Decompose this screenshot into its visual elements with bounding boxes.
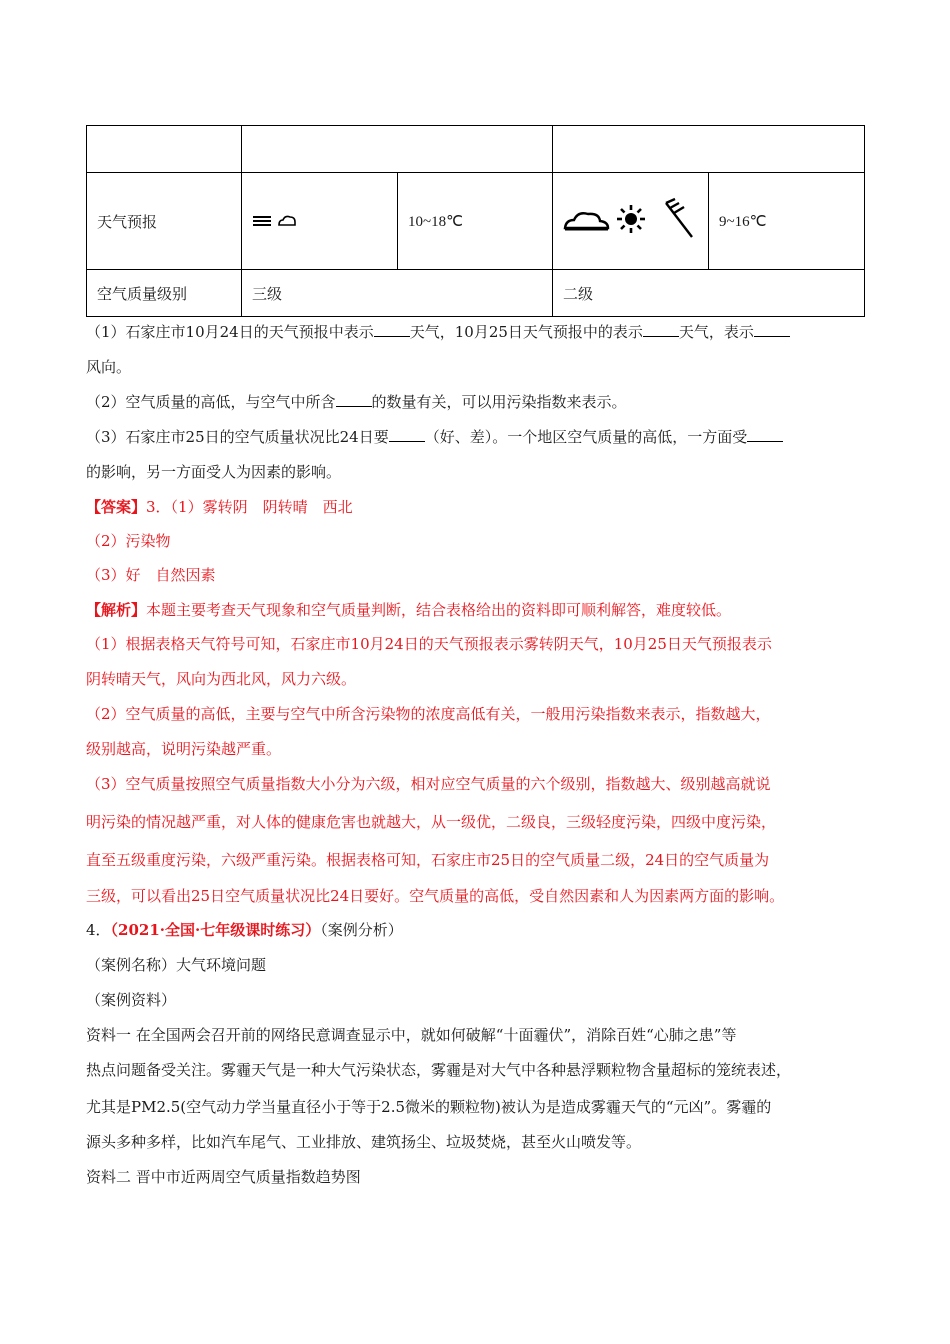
answer-blank [747, 427, 783, 442]
analysis-p3-l1: （3）空气质量按照空气质量指数大小分为六级，相对应空气质量的六个级别，指数越大、级别越高就说 [86, 775, 771, 793]
analysis-p1-l1: （1）根据表格天气符号可知，石家庄市10月24日的天气预报表示雾转阴天气，10月25日天气预报表示 [86, 635, 772, 653]
sunny-icon [616, 204, 646, 238]
material-2: 资料二 晋中市近两周空气质量指数趋势图 [86, 1168, 361, 1186]
question-source: （2021·全国·七年级课时练习） [110, 921, 321, 939]
table-header-row [87, 126, 865, 173]
air-quality-24: 三级 [242, 270, 553, 317]
cloudy-icon [563, 206, 611, 236]
analysis-p3-l3: 直至五级重度污染，六级严重污染。根据表格可知，石家庄市25日的空气质量二级，24日的空气质量为 [86, 851, 770, 869]
material-1-l3: 尤其是PM2.5(空气动力学当量直径小于等于2.5微米的颗粒物)被认为是造成雾霾天气的“元凶”。雾霾的 [86, 1098, 772, 1116]
question-4-header: 4．（2021·全国·七年级课时练习）（案例分析） [86, 921, 403, 939]
cloudy-icon [277, 213, 297, 231]
forecast-icons-25 [553, 173, 709, 270]
analysis-intro: 【解析】本题主要考查天气现象和空气质量判断，结合表格给出的资料即可顺利解答，难度较低。 [86, 601, 732, 619]
table-cell-date-24 [242, 126, 553, 173]
forecast-temp-25: 9~16℃ [709, 173, 865, 270]
answer-line-3: （3）好 自然因素 [86, 566, 216, 584]
answer-line-2: （2）污染物 [86, 532, 171, 550]
answer-blank [389, 427, 425, 442]
analysis-p2-l1: （2）空气质量的高低，主要与空气中所含污染物的浓度高低有关，一般用污染指数来表示，指数越大， [86, 705, 771, 723]
case-name: （案例名称）大气环境问题 [86, 956, 267, 974]
table-cell-date-25 [553, 126, 865, 173]
question-3-line-2: 的影响，另一方面受人为因素的影响。 [86, 463, 342, 481]
answer-line-1: 【答案】3．（1）雾转阴 阴转晴 西北 [86, 498, 353, 516]
table-cell-empty [87, 126, 242, 173]
analysis-p3-l2: 明污染的情况越严重，对人体的健康危害也就越大，从一级优，二级良，三级轻度污染，四级中度污染， [86, 813, 777, 831]
wind-northwest-level6-icon [661, 197, 697, 245]
forecast-temp-24: 10~18℃ [398, 173, 553, 270]
fog-icon [252, 213, 272, 231]
air-quality-25: 二级 [553, 270, 865, 317]
answer-blank [754, 322, 790, 337]
analysis-p3-l4: 三级，可以看出25日空气质量状况比24日要好。空气质量的高低，受自然因素和人为因素两方面的影响。 [86, 887, 785, 905]
weather-table [86, 125, 865, 317]
material-1-l4: 源头多种多样，比如汽车尾气、工业排放、建筑扬尘、垃圾焚烧，甚至火山喷发等。 [86, 1133, 642, 1151]
table-row-forecast [87, 173, 865, 270]
material-1-l1: 资料一 在全国两会召开前的网络民意调查显示中，就如何破解“十面霾伏”，消除百姓“心肺之患”等 [86, 1026, 737, 1044]
analysis-p2-l2: 级别越高，说明污染越严重。 [86, 740, 282, 758]
air-quality-label: 空气质量级别 [87, 270, 242, 317]
forecast-icons-24 [242, 173, 398, 270]
question-1-line-2: 风向。 [86, 358, 132, 376]
answer-blank [643, 322, 679, 337]
material-1-l2: 热点问题备受关注。雾霾天气是一种大气污染状态，雾霾是对大气中各种悬浮颗粒物含量超标的笼统表述， [86, 1061, 792, 1079]
analysis-tag: 【解析】 [86, 601, 147, 619]
case-material: （案例资料） [86, 991, 177, 1009]
answer-blank [336, 392, 372, 407]
question-1-line-1: （1）石家庄市10月24日的天气预报中表示 天气，10月25日天气预报中的表示 天气，表示 [86, 322, 790, 342]
answer-blank [374, 322, 410, 337]
question-2: （2）空气质量的高低，与空气中所含 的数量有关，可以用污染指数来表示。 [86, 393, 627, 411]
question-3-line-1: （3）石家庄市25日的空气质量状况比24日要 （好、差）。一个地区空气质量的高低，一方面受 [86, 427, 783, 447]
forecast-label: 天气预报 [87, 173, 242, 270]
analysis-p1-l2: 阴转晴天气，风向为西北风，风力六级。 [86, 670, 357, 688]
answer-tag: 【答案】 [86, 498, 147, 516]
table-row-air-quality [87, 270, 865, 317]
